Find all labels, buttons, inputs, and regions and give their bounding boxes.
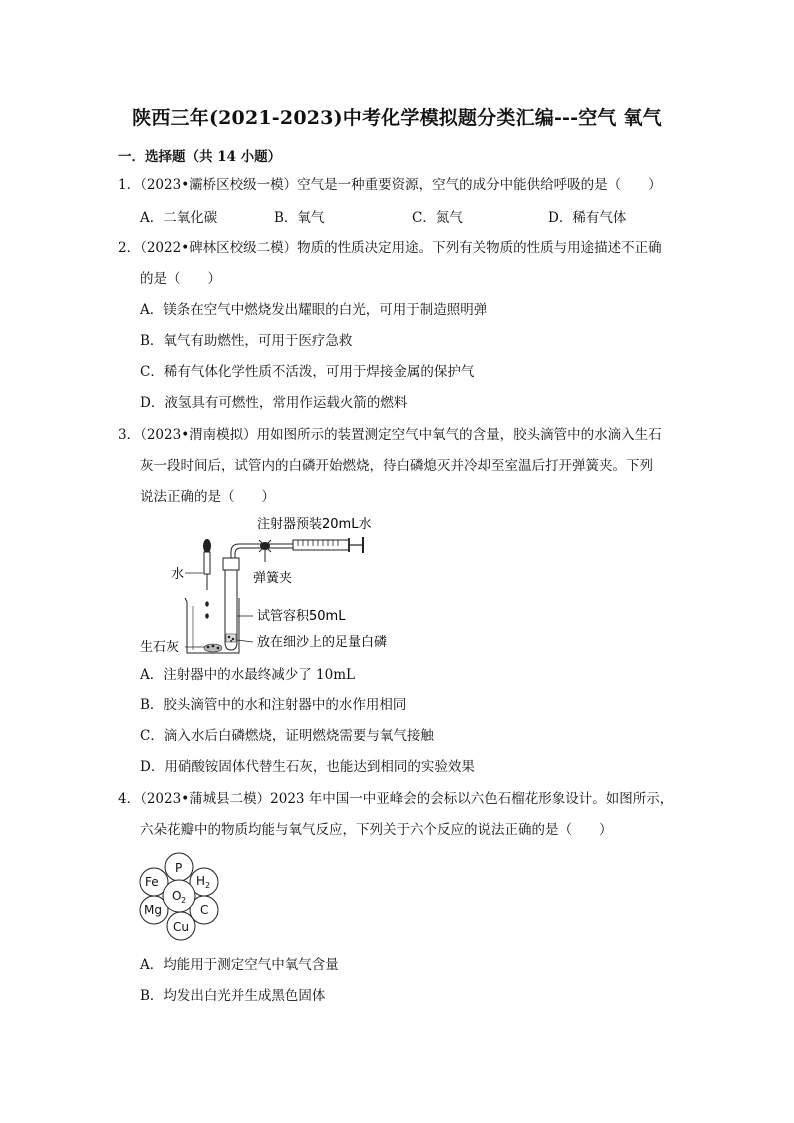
phosphorus-label: 放在细沙上的足量白磷 — [257, 635, 388, 650]
q3-option-b[interactable]: B．胶头滴管中的水和注射器中的水作用相同 — [140, 697, 407, 713]
q4-option-b[interactable]: B．均发出白光并生成黑色固体 — [140, 988, 326, 1004]
quicklime-icon — [204, 644, 222, 652]
q2-option-a[interactable]: A．镁条在空气中燃烧发出耀眼的白光，可用于制造照明弹 — [140, 302, 488, 318]
mg-label: Mg — [144, 903, 162, 917]
question-3-stem-line3: 说法正确的是（ ） — [140, 489, 275, 505]
q4-option-a[interactable]: A．均能用于测定空气中氧气含量 — [140, 957, 339, 973]
tube-volume-label: 试管容积50mL — [257, 609, 346, 624]
q1-option-a[interactable]: A．二氧化碳 — [140, 210, 218, 226]
cu-label: Cu — [173, 920, 189, 934]
q2-option-d[interactable]: D．液氢具有可燃性，常用作运载火箭的燃料 — [140, 395, 408, 411]
water-label: 水 — [171, 567, 185, 582]
question-3-stem-line1: 3．（2023•渭南模拟）用如图所示的装置测定空气中氧气的含量，胶头滴管中的水滴入生石 — [118, 427, 662, 443]
stopper — [223, 558, 239, 570]
section-heading: 一．选择题（共 14 小题） — [118, 149, 282, 165]
question-1-stem: 1．（2023•灞桥区校级一模）空气是一种重要资源，空气的成分中能供给呼吸的是（ ） — [118, 177, 662, 193]
p-label: P — [175, 861, 183, 875]
syringe-label: 注射器预装20mL水 — [257, 517, 372, 532]
flower-figure — [132, 850, 232, 942]
q3-option-d[interactable]: D．用硝酸铵固体代替生石灰，也能达到相同的实验效果 — [140, 759, 475, 775]
question-2-stem-line1: 2．（2022•碑林区校级二模）物质的性质决定用途。下列有关物质的性质与用途描述不正确 — [118, 240, 662, 256]
fe-label: Fe — [145, 875, 159, 889]
q2-option-c[interactable]: C．稀有气体化学性质不活泼，可用于焊接金属的保护气 — [140, 364, 475, 380]
dropper-icon — [203, 539, 211, 590]
q1-option-d[interactable]: D．稀有气体 — [548, 210, 627, 226]
question-3-stem-line2: 灰一段时间后，试管内的白磷开始燃烧，待白磷熄灭并冷却至室温后打开弹簧夹。下列 — [140, 458, 653, 474]
h-sub: 2 — [205, 881, 211, 890]
c-label: C — [200, 903, 209, 917]
center-o-label: O — [172, 889, 182, 903]
page-title: 陕西三年(2021-2023)中考化学模拟题分类汇编---空气 氧气 — [132, 107, 662, 129]
syringe-barrel — [293, 540, 349, 550]
question-2-stem-line2: 的是（ ） — [140, 271, 221, 287]
phosphorus-icon — [226, 634, 236, 642]
q3-option-c[interactable]: C．滴入水后白磷燃烧，证明燃烧需要与氧气接触 — [140, 728, 434, 744]
apparatus-figure — [135, 510, 455, 655]
q3-option-a[interactable]: A．注射器中的水最终减少了 10mL — [140, 667, 355, 683]
h-label: H — [196, 874, 206, 888]
q1-option-b[interactable]: B．氧气 — [274, 210, 325, 226]
question-4-stem-line1: 4．（2023•蒲城县二模）2023 年中国一中亚峰会的会标以六色石榴花形象设计。如图所示， — [118, 791, 674, 807]
question-4-stem-line2: 六朵花瓣中的物质均能与氧气反应，下列关于六个反应的说法正确的是（ ） — [140, 822, 613, 838]
question-1-options — [140, 206, 660, 226]
q1-option-c[interactable]: C．氮气 — [412, 210, 463, 226]
clip-label: 弹簧夹 — [253, 571, 293, 586]
quicklime-label: 生石灰 — [140, 640, 180, 655]
center-o-sub: 2 — [181, 896, 187, 905]
spring-clip-icon — [259, 540, 271, 562]
q2-option-b[interactable]: B．氧气有助燃性，可用于医疗急救 — [140, 333, 353, 349]
